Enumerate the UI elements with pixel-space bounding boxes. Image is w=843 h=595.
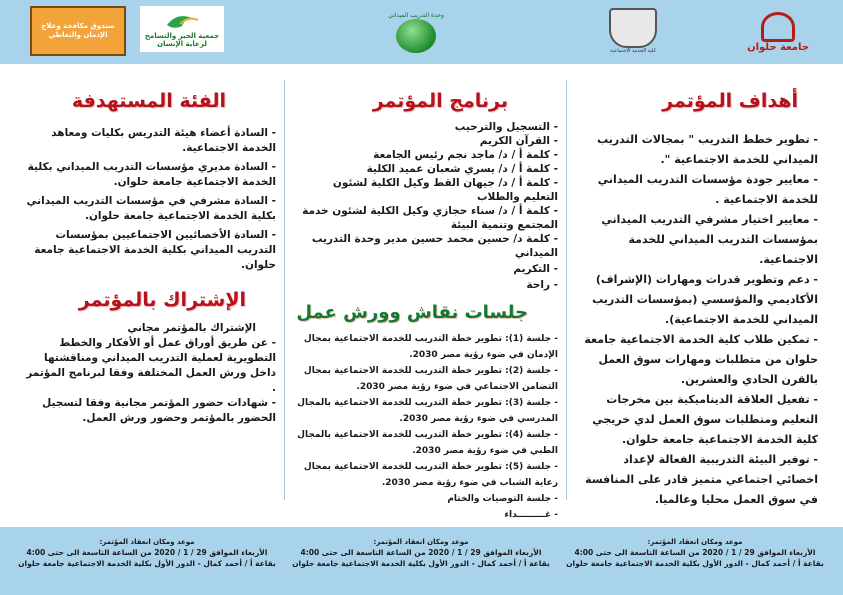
footer-heading: موعد ومكان انعقاد المؤتمر: — [647, 538, 743, 546]
sessions-title: جلسات نقاش وورش عمل — [296, 302, 528, 323]
footer-date: الأربعاء الموافق 29 / 1 / 2020 من الساعة التاسعة الى حتى 4:00 — [574, 548, 816, 557]
footer-venue: بقاعة أ / أحمد كمال - الدور الأول بكلية الخدمة الاجتماعية جامعة حلوان — [18, 559, 276, 568]
fund-logo — [30, 6, 126, 56]
participation-title: الإشتراك بالمؤتمر — [78, 289, 246, 311]
association-logo — [140, 6, 224, 52]
footer-heading: موعد ومكان انعقاد المؤتمر: — [99, 538, 195, 546]
footer-venue: بقاعة أ / أحمد كمال - الدور الأول بكلية الخدمة الاجتماعية جامعة حلوان — [292, 559, 550, 568]
university-emblem-icon — [761, 12, 795, 42]
globe-icon — [396, 19, 436, 53]
column-divider — [566, 80, 567, 500]
program-item: - التكريم — [513, 263, 558, 275]
session-item: - جلسة (4): تطوير خطة التدريب للخدمة الاجتماعية بالمجال الطبي في ضوء رؤية مصر 2030. — [297, 430, 558, 456]
audience-item: - السادة أعضاء هيئة التدريس بكليات ومعاهد الخدمة الاجتماعية. — [51, 127, 276, 154]
objective-item: - دعم وتطوير قدرات ومهارات (الإشراف) الأكاديمي والمؤسسي (بمؤسسات التدريب الميداني للخدمة الاجتماعية). — [592, 273, 818, 326]
training-unit-logo — [383, 4, 449, 60]
program-item: - كلمة د/ حسين محمد حسين مدير وحدة التدريب الميداني — [311, 233, 558, 259]
objective-item: - تفعيل العلاقة الديناميكية بين مخرجات التعليم ومتطلبات سوق العمل لدي خريجي كلية الخدمة الاجتماعية جامعة حلوان. — [592, 393, 818, 446]
audience-item: - السادة الأخصائيين الاجتماعيين بمؤسسات التدريب الميداني بكلية الخدمة الاجتماعية جامعة حلوان. — [34, 229, 276, 271]
faculty-logo-text: كلية الخدمة الاجتماعية — [610, 48, 656, 54]
program-item: - القرآن الكريم — [479, 135, 558, 147]
objective-item: - تمكين طلاب كلية الخدمة الاجتماعية جامعة حلوان من متطلبات ومهارات سوق العمل بالقرن الحادي والعشرين. — [584, 333, 818, 386]
university-logo-text: جامعة حلوان — [747, 41, 809, 53]
footer-block — [560, 538, 830, 568]
audience-title: الفئة المستهدفة — [71, 90, 226, 112]
footer-date: الأربعاء الموافق 29 / 1 / 2020 من الساعة التاسعة الى حتى 4:00 — [26, 548, 268, 557]
program-section — [296, 90, 558, 523]
top-logo-band — [0, 0, 843, 64]
session-item: - جلسة (1): تطوير خطة التدريب للخدمة الاجتماعية بمجال الإدمان في ضوء رؤية مصر 2030. — [303, 334, 558, 360]
session-item: - جلسة (3): تطوير خطة التدريب للخدمة الاجتماعية بالمجال المدرسي في ضوء رؤية مصر 2030. — [297, 398, 558, 424]
session-item: - جلسة (2): تطوير خطة التدريب للخدمة الاجتماعية بمجال التضامن الاجتماعي في ضوء رؤية مصر 2030. — [303, 366, 558, 392]
footer-heading: موعد ومكان انعقاد المؤتمر: — [373, 538, 469, 546]
footer-block — [12, 538, 282, 568]
program-item: - التسجيل والترحيب — [454, 121, 558, 133]
footer-venue: بقاعة أ / أحمد كمال - الدور الأول بكلية الخدمة الاجتماعية جامعة حلوان — [566, 559, 824, 568]
program-title: برنامج المؤتمر — [372, 90, 508, 112]
session-item: - جلسة (5): تطوير خطة التدريب للخدمة الاجتماعية بمجال رعاية الشباب في ضوء رؤية مصر 2030. — [303, 462, 558, 488]
audience-section — [22, 90, 276, 426]
dove-icon — [162, 10, 202, 32]
participation-item: - عن طريق أوراق عمل أو الأفكار والخطط التطويرية لعملية التدريب الميداني ومناقشتها داخل ورش العمل المختلفة وفقا لبرنامج المؤتمر . — [26, 337, 276, 394]
shield-icon — [609, 8, 657, 48]
audience-item: - السادة مشرفي في مؤسسات التدريب الميداني بكلية الخدمة الاجتماعية جامعة حلوان. — [26, 195, 276, 222]
program-item: - كلمة أ / د/ جيهان القط وكيل الكلية لشئون التعليم والطلاب — [332, 177, 558, 203]
objectives-section — [578, 90, 818, 510]
participation-item: - شهادات حضور المؤتمر مجانية وفقا لتسجيل الحضور بالمؤتمر وحضور ورش العمل. — [42, 397, 276, 424]
association-logo-text: جمعية الخير والتسامح لرعاية الإنسان — [144, 32, 220, 48]
training-unit-text: وحدة التدريب الميداني — [388, 11, 444, 19]
university-logo — [745, 4, 811, 60]
objective-item: - معايير اختيار مشرفي التدريب الميداني بمؤسسات التدريب الميداني للخدمة الاجتماعية. — [601, 213, 818, 266]
footer-date: الأربعاء الموافق 29 / 1 / 2020 من الساعة التاسعة الى حتى 4:00 — [300, 548, 542, 557]
session-item: - جلسة التوصيات والختام — [447, 494, 558, 504]
program-item: - كلمة أ / د/ سناء حجازي وكيل الكلية لشئون خدمة المجتمع وتنمية البيئة — [302, 205, 558, 231]
objective-item: - توفير البيئة التدريبية الفعالة لإعداد اخصائي اجتماعي متميز قادر على المنافسة في سوق العمل محليا وعالميا. — [585, 453, 818, 506]
fund-logo-text: صندوق مكافحة وعلاج الإدمان والتعاطي — [41, 22, 115, 39]
objectives-title: أهداف المؤتمر — [662, 90, 798, 112]
program-item: - كلمة أ / د/ يسري شعبان عميد الكلية — [366, 163, 558, 175]
program-item: - كلمة أ / د/ ماجد نجم رئيس الجامعة — [373, 149, 558, 161]
objective-item: - معايير جودة مؤسسات التدريب الميداني للخدمة الاجتماعية . — [597, 173, 818, 206]
objective-item: - تطوير خطط التدريب " بمجالات التدريب الميداني للخدمة الاجتماعية ". — [597, 133, 818, 166]
column-divider — [284, 80, 285, 500]
session-item: - غـــــــــداء — [504, 510, 558, 520]
participation-item: الإشتراك بالمؤتمر مجاني — [127, 322, 256, 334]
audience-item: - السادة مديري مؤسسات التدريب الميداني بكلية الخدمة الاجتماعية جامعة حلوان. — [27, 161, 276, 188]
faculty-logo — [600, 6, 666, 56]
program-item: - راحة — [526, 279, 558, 291]
footer-block — [286, 538, 556, 568]
